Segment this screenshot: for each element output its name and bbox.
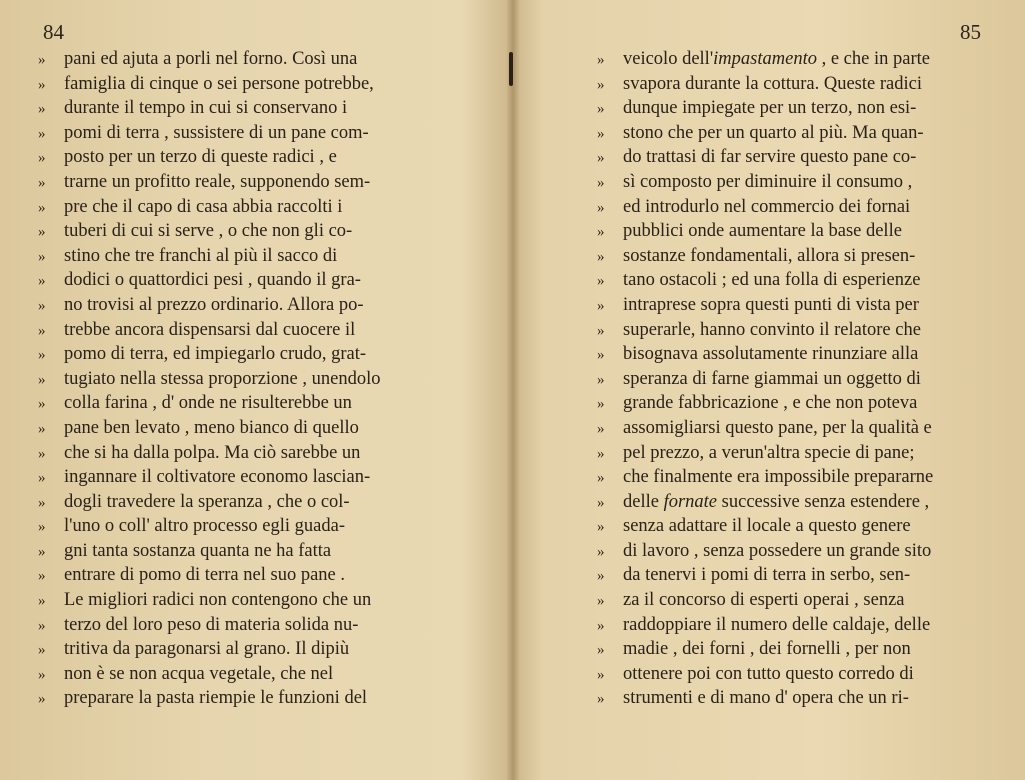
quote-mark: »: [38, 642, 46, 659]
text-line: [597, 613, 933, 638]
quote-mark: »: [38, 666, 46, 683]
quote-mark: »: [38, 52, 46, 68]
quote-mark: »: [38, 125, 46, 142]
quote-mark: »: [597, 52, 605, 68]
line-text: intraprese sopra questi punti di vista per: [623, 294, 919, 315]
quote-mark: »: [597, 396, 605, 413]
text-line: [38, 72, 380, 97]
quote-mark: »: [38, 617, 46, 634]
text-line: [597, 490, 933, 515]
text-line: [38, 416, 380, 441]
line-text: gni tanta sostanza quanta ne ha fatta: [64, 540, 332, 561]
quote-mark: »: [597, 494, 605, 511]
quote-mark: »: [38, 224, 46, 241]
quote-mark: »: [38, 297, 46, 314]
page-text: [597, 47, 933, 711]
text-line: [597, 588, 933, 613]
line-text: trarne un profitto reale, supponendo sem-: [64, 171, 371, 192]
line-text: pomi di terra , sussistere di un pane com-: [64, 122, 369, 143]
quote-mark: »: [597, 568, 605, 585]
text-line: [597, 72, 933, 97]
line-text: da tenervi i pomi di terra in serbo, sen-: [623, 565, 911, 586]
quote-mark: »: [38, 396, 46, 413]
quote-mark: »: [38, 543, 46, 560]
quote-mark: »: [597, 519, 605, 536]
text-line: [38, 170, 380, 195]
text-line: [38, 293, 380, 318]
text-line: [597, 662, 933, 687]
text-line: [38, 563, 380, 588]
gutter-ink-mark: [509, 52, 513, 86]
text-line: [597, 244, 933, 269]
text-line: [597, 293, 933, 318]
text-line: [38, 514, 380, 539]
left-page: [0, 0, 508, 780]
line-text: tritiva da paragonarsi al grano. Il dipiù: [64, 639, 350, 660]
text-line: [38, 441, 380, 466]
quote-mark: »: [38, 199, 46, 216]
text-line: [38, 662, 380, 687]
quote-mark: »: [38, 322, 46, 339]
text-line: [597, 268, 933, 293]
book-gutter: [506, 0, 520, 780]
line-text: di lavoro , senza possedere un grande sito: [623, 540, 932, 561]
quote-mark: »: [38, 347, 46, 364]
text-line: [597, 47, 933, 72]
quote-mark: »: [38, 174, 46, 191]
quote-mark: »: [597, 125, 605, 142]
line-text: speranza di farne giammai un oggetto di: [623, 368, 921, 389]
quote-mark: »: [38, 691, 46, 708]
line-text: preparare la pasta riempie le funzioni del: [64, 688, 368, 709]
line-text: za il concorso di esperti operai , senza: [623, 590, 905, 611]
line-text: no trovisi al prezzo ordinario. Allora po-: [64, 294, 364, 315]
page-number: 84: [43, 20, 64, 44]
quote-mark: »: [597, 248, 605, 265]
text-line: [38, 145, 380, 170]
text-line: [38, 613, 380, 638]
text-line: [38, 268, 380, 293]
line-text: Le migliori radici non contengono che un: [64, 590, 372, 611]
quote-mark: »: [597, 691, 605, 708]
text-line: [597, 465, 933, 490]
quote-mark: »: [597, 101, 605, 118]
line-text: strumenti e di mano d' opera che un ri-: [623, 688, 909, 709]
quote-mark: »: [597, 470, 605, 487]
line-text: pel prezzo, a verun'altra specie di pane;: [623, 442, 915, 463]
line-text: pane ben levato , meno bianco di quello: [64, 417, 359, 438]
text-line: [597, 121, 933, 146]
line-text: sì composto per diminuire il consumo ,: [623, 171, 913, 192]
quote-mark: »: [38, 568, 46, 585]
quote-mark: »: [38, 248, 46, 265]
quote-mark: »: [597, 150, 605, 167]
text-line: [38, 391, 380, 416]
quote-mark: »: [597, 593, 605, 610]
quote-mark: »: [38, 593, 46, 610]
line-text: svapora durante la cottura. Queste radici: [623, 73, 922, 94]
line-text: tuberi di cui si serve , o che non gli co-: [64, 221, 353, 242]
text-line: [597, 96, 933, 121]
quote-mark: »: [597, 371, 605, 388]
quote-mark: »: [38, 273, 46, 290]
line-text: dogli travedere la speranza , che o col-: [64, 491, 350, 512]
quote-mark: »: [38, 371, 46, 388]
quote-mark: »: [38, 470, 46, 487]
line-text: che finalmente era impossibile prepararne: [623, 467, 934, 488]
quote-mark: »: [597, 273, 605, 290]
line-text: trebbe ancora dispensarsi dal cuocere il: [64, 319, 356, 340]
line-text: sostanze fondamentali, allora si presen-: [623, 245, 916, 266]
line-text: tano ostacoli ; ed una folla di esperienze: [623, 270, 921, 291]
quote-mark: »: [597, 666, 605, 683]
line-text: ottenere poi con tutto questo corredo di: [623, 663, 914, 684]
line-text: durante il tempo in cui si conservano i: [64, 98, 348, 119]
line-text: posto per un terzo di queste radici , e: [64, 147, 337, 168]
quote-mark: »: [597, 543, 605, 560]
line-text: terzo del loro peso di materia solida nu-: [64, 614, 359, 635]
line-text: raddoppiare il numero delle caldaje, delle: [623, 614, 931, 635]
text-line: [38, 244, 380, 269]
line-text: ed introdurlo nel commercio dei fornai: [623, 196, 911, 217]
line-text: tugiato nella stessa proporzione , unendolo: [64, 368, 381, 389]
quote-mark: »: [38, 519, 46, 536]
text-line: [597, 563, 933, 588]
quote-mark: »: [597, 174, 605, 191]
quote-mark: »: [597, 199, 605, 216]
quote-mark: »: [38, 420, 46, 437]
line-text: l'uno o coll' altro processo egli guada-: [64, 516, 346, 537]
quote-mark: »: [597, 420, 605, 437]
text-line: [597, 367, 933, 392]
text-line: [597, 441, 933, 466]
line-text: che si ha dalla polpa. Ma ciò sarebbe un: [64, 442, 361, 463]
text-line: [38, 219, 380, 244]
quote-mark: »: [38, 445, 46, 462]
quote-mark: »: [597, 297, 605, 314]
line-text: ingannare il coltivatore economo lascian-: [64, 467, 371, 488]
quote-mark: »: [38, 76, 46, 93]
text-line: [38, 490, 380, 515]
line-text: veicolo dell': [623, 49, 714, 69]
quote-mark: »: [597, 445, 605, 462]
text-line: [38, 47, 380, 72]
text-line: [38, 342, 380, 367]
text-line: [597, 686, 933, 711]
right-page: [520, 0, 1025, 780]
italic-term: impastamento: [713, 49, 817, 69]
quote-mark: »: [597, 617, 605, 634]
text-line: [597, 514, 933, 539]
line-text: grande fabbricazione , e che non poteva: [623, 393, 918, 414]
line-text: dodici o quattordici pesi , quando il gra-: [64, 270, 361, 291]
line-text: entrare di pomo di terra nel suo pane .: [64, 565, 345, 586]
line-text: superarle, hanno convinto il relatore che: [623, 319, 921, 340]
text-line: [597, 416, 933, 441]
line-text: stono che per un quarto al più. Ma quan-: [623, 122, 924, 143]
quote-mark: »: [597, 347, 605, 364]
line-text: do trattasi di far servire questo pane co-: [623, 147, 917, 168]
quote-mark: »: [38, 494, 46, 511]
text-line: [38, 539, 380, 564]
line-text: delle: [623, 491, 664, 512]
text-line: [597, 219, 933, 244]
line-text: madie , dei forni , dei fornelli , per non: [623, 639, 911, 660]
line-text: non è se non acqua vegetale, che nel: [64, 663, 334, 684]
text-line: [38, 465, 380, 490]
text-line: [38, 588, 380, 613]
text-line: [38, 367, 380, 392]
text-line: [38, 96, 380, 121]
text-line: [597, 170, 933, 195]
line-text: pre che il capo di casa abbia raccolti i: [64, 196, 343, 217]
line-text: pani ed ajuta a porli nel forno. Così una: [64, 49, 358, 69]
page-text: [38, 47, 380, 711]
text-line: [597, 391, 933, 416]
text-line: [38, 686, 380, 711]
text-line: [38, 121, 380, 146]
line-text: successive senza estendere ,: [717, 491, 930, 512]
italic-term: fornate: [663, 491, 718, 512]
line-text: pomo di terra, ed impiegarlo crudo, grat-: [64, 344, 367, 365]
line-text: senza adattare il locale a questo genere: [623, 516, 911, 537]
text-line: [38, 195, 380, 220]
page-number: 85: [960, 20, 981, 44]
line-text: colla farina , d' onde ne risulterebbe un: [64, 393, 352, 414]
text-line: [597, 539, 933, 564]
quote-mark: »: [38, 150, 46, 167]
line-text: , e che in parte: [816, 49, 930, 69]
quote-mark: »: [597, 76, 605, 93]
text-line: [597, 195, 933, 220]
text-line: [597, 318, 933, 343]
text-line: [597, 342, 933, 367]
quote-mark: »: [38, 101, 46, 118]
line-text: dunque impiegate per un terzo, non esi-: [623, 98, 917, 119]
quote-mark: »: [597, 224, 605, 241]
text-line: [38, 637, 380, 662]
line-text: assomigliarsi questo pane, per la qualità e: [623, 417, 932, 438]
quote-mark: »: [597, 322, 605, 339]
text-line: [597, 145, 933, 170]
line-text: stino che tre franchi al più il sacco di: [64, 245, 338, 266]
quote-mark: »: [597, 642, 605, 659]
line-text: bisognava assolutamente rinunziare alla: [623, 344, 919, 365]
text-line: [38, 318, 380, 343]
line-text: pubblici onde aumentare la base delle: [623, 221, 902, 242]
line-text: famiglia di cinque o sei persone potrebbe,: [64, 73, 374, 94]
text-line: [597, 637, 933, 662]
